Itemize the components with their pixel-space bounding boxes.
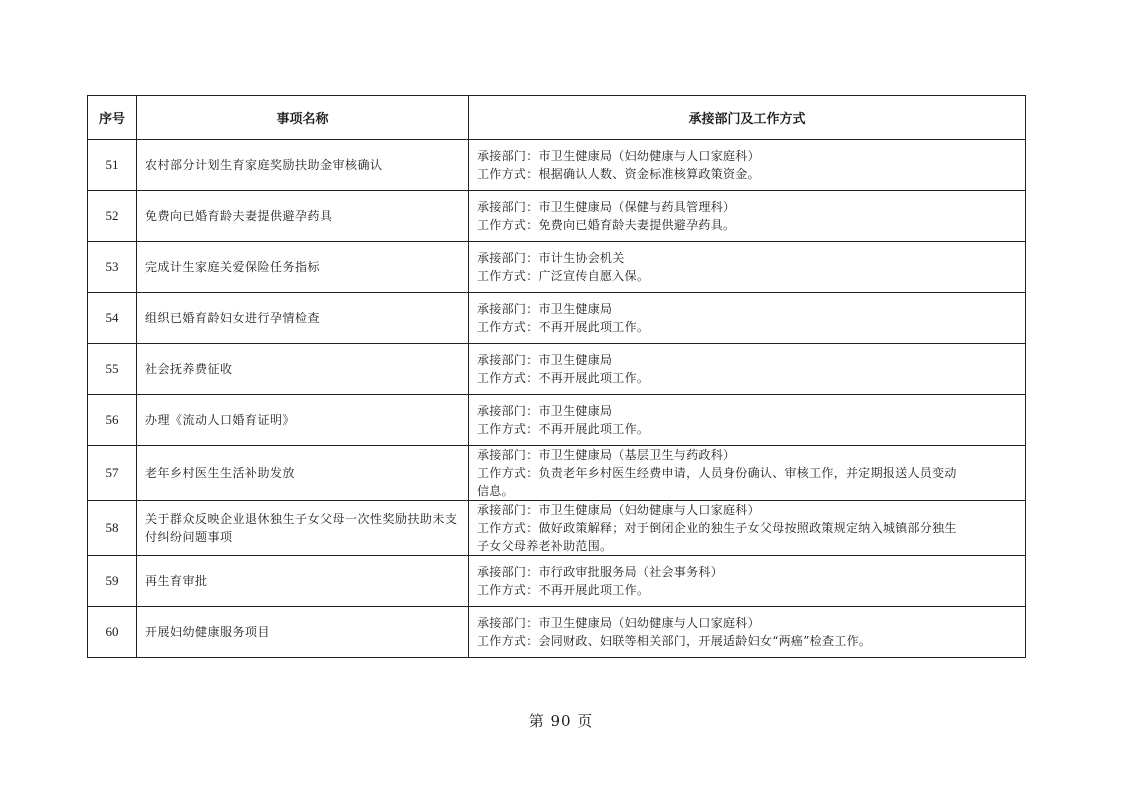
department-method-line: 承接部门：市卫生健康局（妇幼健康与人口家庭科） xyxy=(477,149,760,163)
row-item-name: 关于群众反映企业退休独生子女父母一次性奖励扶助未支付纠纷问题事项 xyxy=(137,501,469,556)
row-serial-number: 56 xyxy=(88,395,137,446)
row-serial-number: 57 xyxy=(88,446,137,501)
table-body xyxy=(88,140,1026,658)
department-method-line: 工作方式：根据确认人数、资金标准核算政策资金。 xyxy=(477,167,760,181)
table-row xyxy=(88,140,1026,191)
row-department-method xyxy=(469,293,1026,344)
page-number: 第 90 页 xyxy=(528,712,594,730)
row-item-name: 组织已婚育龄妇女进行孕情检查 xyxy=(137,293,469,344)
row-department-method xyxy=(469,395,1026,446)
department-method-line: 工作方式：负责老年乡村医生经费申请，人员身份确认、审核工作，并定期报送人员变动 xyxy=(477,466,957,480)
table-row xyxy=(88,293,1026,344)
department-method-line: 工作方式：不再开展此项工作。 xyxy=(477,320,650,334)
row-department-method xyxy=(469,501,1026,556)
department-method-line: 承接部门：市卫生健康局（保健与药具管理科） xyxy=(477,200,736,214)
row-item-name: 农村部分计划生育家庭奖励扶助金审核确认 xyxy=(137,140,469,191)
department-method-line: 承接部门：市卫生健康局（基层卫生与药政科） xyxy=(477,448,736,462)
table-row xyxy=(88,501,1026,556)
row-item-name: 免费向已婚育龄夫妻提供避孕药具 xyxy=(137,191,469,242)
table-header-row xyxy=(88,96,1026,140)
department-method-line: 承接部门：市卫生健康局（妇幼健康与人口家庭科） xyxy=(477,503,760,517)
table-row xyxy=(88,344,1026,395)
items-table xyxy=(87,95,1026,658)
table-row xyxy=(88,607,1026,658)
department-method-line: 工作方式：做好政策解释；对于倒闭企业的独生子女父母按照政策规定纳入城镇部分独生 xyxy=(477,521,957,535)
row-item-name: 完成计生家庭关爱保险任务指标 xyxy=(137,242,469,293)
department-method-line: 承接部门：市卫生健康局 xyxy=(477,404,613,418)
row-serial-number: 60 xyxy=(88,607,137,658)
row-department-method xyxy=(469,191,1026,242)
row-department-method xyxy=(469,446,1026,501)
row-department-method xyxy=(469,344,1026,395)
header-department-method: 承接部门及工作方式 xyxy=(469,96,1026,140)
table-row xyxy=(88,446,1026,501)
department-method-line: 工作方式：不再开展此项工作。 xyxy=(477,422,650,436)
department-method-line: 工作方式：免费向已婚育龄夫妻提供避孕药具。 xyxy=(477,218,736,232)
department-method-line: 子女父母养老补助范围。 xyxy=(477,539,613,553)
row-serial-number: 55 xyxy=(88,344,137,395)
row-serial-number: 54 xyxy=(88,293,137,344)
row-serial-number: 59 xyxy=(88,556,137,607)
department-method-line: 工作方式：会同财政、妇联等相关部门，开展适龄妇女“两癌”检查工作。 xyxy=(477,634,872,648)
department-method-line: 承接部门：市行政审批服务局（社会事务科） xyxy=(477,565,724,579)
row-serial-number: 52 xyxy=(88,191,137,242)
row-serial-number: 51 xyxy=(88,140,137,191)
row-item-name: 社会抚养费征收 xyxy=(137,344,469,395)
table-row xyxy=(88,395,1026,446)
row-item-name: 办理《流动人口婚育证明》 xyxy=(137,395,469,446)
table-row xyxy=(88,191,1026,242)
department-method-line: 工作方式：不再开展此项工作。 xyxy=(477,371,650,385)
row-item-name: 再生育审批 xyxy=(137,556,469,607)
document-table-container xyxy=(87,95,1025,658)
department-method-line: 信息。 xyxy=(477,484,514,498)
table-row xyxy=(88,556,1026,607)
row-department-method xyxy=(469,242,1026,293)
row-serial-number: 58 xyxy=(88,501,137,556)
department-method-line: 承接部门：市卫生健康局（妇幼健康与人口家庭科） xyxy=(477,616,760,630)
row-department-method xyxy=(469,607,1026,658)
header-item-name: 事项名称 xyxy=(137,96,469,140)
department-method-line: 承接部门：市卫生健康局 xyxy=(477,302,613,316)
department-method-line: 工作方式：广泛宣传自愿入保。 xyxy=(477,269,650,283)
row-item-name: 开展妇幼健康服务项目 xyxy=(137,607,469,658)
department-method-line: 承接部门：市计生协会机关 xyxy=(477,251,625,265)
row-serial-number: 53 xyxy=(88,242,137,293)
row-department-method xyxy=(469,556,1026,607)
header-serial-number: 序号 xyxy=(88,96,137,140)
department-method-line: 承接部门：市卫生健康局 xyxy=(477,353,613,367)
row-item-name: 老年乡村医生生活补助发放 xyxy=(137,446,469,501)
table-row xyxy=(88,242,1026,293)
row-department-method xyxy=(469,140,1026,191)
department-method-line: 工作方式：不再开展此项工作。 xyxy=(477,583,650,597)
